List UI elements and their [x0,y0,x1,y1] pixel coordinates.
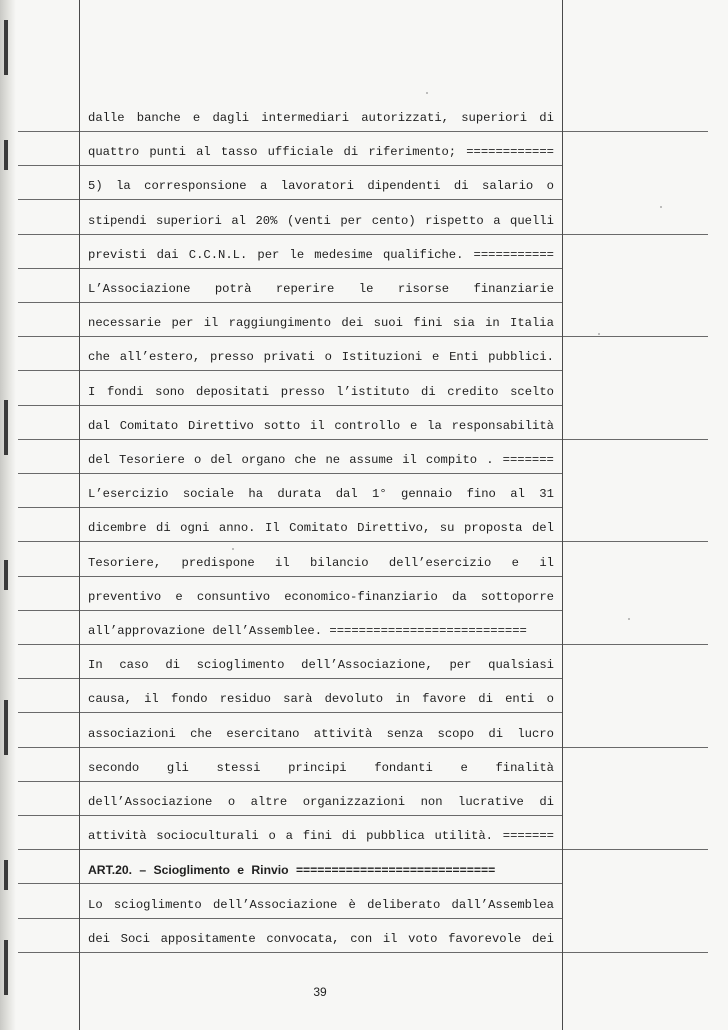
word: finanziarie [473,282,554,296]
binding-mark [4,20,8,75]
word: compito [425,453,478,467]
word: devoluto [324,692,384,706]
text-line [88,692,554,706]
ruled-line [18,405,562,406]
word: convocata, [266,932,340,946]
word: a [260,179,268,193]
word: con [350,932,373,946]
word: Italia [510,316,554,330]
word: finalità [495,761,554,775]
word: tasso [220,145,258,159]
word: Comitato [119,419,179,433]
word: anno. [218,521,256,535]
word: le [358,282,374,296]
word: gennaio [401,487,453,501]
word: L’Associazione [88,282,191,296]
section-heading [88,863,554,877]
word: che [88,350,110,364]
word: dell’Associazione [88,795,213,809]
word: Direttivo [188,419,254,433]
word: preventivo [88,590,162,604]
word: 20% [255,214,278,228]
word: di [488,727,504,741]
word: privati [263,350,315,364]
ruled-line [18,712,562,713]
scan-speck [598,333,600,335]
word: o [227,795,236,809]
word: di [539,111,554,125]
text-line [88,111,554,125]
word: risorse [397,282,450,296]
word: sociale [182,487,235,501]
word: dall’Assemblea [451,898,554,912]
word: qualsiasi [488,658,554,672]
word: utilità. [434,829,493,843]
word: superiori [156,214,222,228]
word: dell’esercizio [388,556,492,570]
word: stessi [216,761,261,775]
ruled-line [18,576,562,577]
word: =========================== [329,624,527,638]
ruled-line [18,370,562,371]
word: suoi [373,316,403,330]
scan-speck [628,618,630,620]
word: a [493,214,501,228]
word: su [439,521,455,535]
binding-edge [0,0,16,1030]
word: all’estero, [119,350,201,364]
word: ============ [466,145,554,159]
word: gli [166,761,189,775]
left-margin-line [79,0,80,1030]
word: presso [280,385,325,399]
text-line [88,316,554,330]
word: che [294,453,317,467]
word: e [237,863,245,877]
word: banche [136,111,181,125]
word: superiori [461,111,528,125]
word: dell’Associazione, [301,658,433,672]
word: presso [209,350,254,364]
word: L’esercizio [88,487,169,501]
ruled-line [18,165,562,166]
word: per [257,248,280,262]
word: o [268,829,276,843]
word: o [324,350,332,364]
word: autorizzati, [361,111,449,125]
word: di [341,829,357,843]
word: il [275,556,290,570]
word: Enti [449,350,479,364]
word: per [340,214,363,228]
word: predispone [181,556,255,570]
word: associazioni [88,727,176,741]
ruled-line [18,507,562,508]
word: al [231,214,246,228]
word: ART.20. [88,863,133,877]
word: potrà [214,282,252,296]
word: controllo [334,419,401,433]
word: dalle [88,111,125,125]
word: In [88,658,103,672]
word: di [156,521,171,535]
ruled-line [18,336,708,337]
word: dai [156,248,179,262]
word: per [171,316,194,330]
text-line [88,795,554,809]
ruled-line [18,815,562,816]
ruled-line [18,302,562,303]
text-line [88,487,554,501]
right-margin-line [562,0,563,1030]
word: e [175,590,183,604]
word: residuo [219,692,271,706]
word: esercitano [226,727,300,741]
text-line [88,761,554,775]
word: scopo [437,727,475,741]
word: voto [408,932,438,946]
word: il [144,692,159,706]
scan-speck [426,92,428,94]
text-line [88,145,554,159]
text-line [88,590,554,604]
word: raggiungimento [228,316,332,330]
word: Soci [120,932,150,946]
word: il [382,932,398,946]
word: in [395,692,410,706]
word: al [510,487,525,501]
word: di [343,145,359,159]
ruled-line [18,541,708,542]
word: o [546,179,554,193]
word: . [486,453,494,467]
word: e [460,761,468,775]
word: intermediari [261,111,350,125]
ruled-line [18,199,562,200]
word: principi [288,761,347,775]
word: dei [341,316,364,330]
text-line [88,350,554,364]
binding-mark [4,700,8,755]
word: stipendi [88,214,147,228]
word: dipendenti [367,179,441,193]
word: il [310,419,325,433]
ruled-line [18,918,562,919]
word: lavoratori [280,179,354,193]
word: dal [88,419,110,433]
word: corresponsione [144,179,247,193]
ruled-line [18,473,562,474]
ruled-line [18,439,708,440]
word: Istituzioni [341,350,423,364]
word: che [190,727,213,741]
word: Rinvio [251,863,289,877]
word: 1° [372,487,387,501]
word: dell’Assemblee. [212,624,323,638]
word: causa, [88,692,132,706]
text-line [88,829,554,843]
word: o [193,453,202,467]
word: e [511,556,519,570]
word: sia [452,316,475,330]
word: ha [248,487,264,501]
scan-speck [232,548,234,550]
word: 31 [539,487,554,501]
binding-mark [4,560,8,590]
binding-mark [4,860,8,890]
word: secondo [88,761,140,775]
word: dei [531,932,554,946]
word: ufficiale [267,145,334,159]
word: ======= [502,453,554,467]
word: Lo [88,898,103,912]
word: economico-finanziario [284,590,438,604]
word: enti [505,692,535,706]
ruled-line [18,883,562,884]
word: sotto [263,419,301,433]
word: fini [302,829,332,843]
word: Scioglimento [153,863,230,877]
binding-mark [4,400,8,455]
word: responsabilità [451,419,554,433]
word: per [449,658,472,672]
word: appositamente [160,932,256,946]
word: =========== [473,248,554,262]
text-line [88,556,554,570]
word: l’istituto [336,385,410,399]
word: del [531,521,554,535]
word: dell’Associazione [212,898,338,912]
word: consuntivo [196,590,271,604]
ruled-line [18,781,562,782]
word: dal [335,487,358,501]
word: proposta [463,521,523,535]
word: depositati [196,385,270,399]
word: sono [155,385,185,399]
word: fini [413,316,443,330]
word: e [410,419,418,433]
word: organizzazioni [302,795,406,809]
word: necessarie [88,316,162,330]
word: deliberato [367,898,441,912]
text-line [88,179,554,193]
text-line [88,453,554,467]
word: punti [149,145,186,159]
word: 5) [88,179,103,193]
word: all’approvazione [88,624,206,638]
word: ============================ [295,863,496,877]
word: e [431,350,440,364]
word: cento) [371,214,416,228]
ruled-line [18,678,562,679]
word: scelto [510,385,554,399]
ruled-line [18,747,708,748]
word: bilancio [310,556,369,570]
word: medesime [314,248,373,262]
word: pubblica [366,829,425,843]
word: quattro [88,145,140,159]
word: la [116,179,131,193]
word: la [427,419,442,433]
word: durata [277,487,322,501]
word: scioglimento [113,898,202,912]
word: socioculturali [156,829,259,843]
word: (venti [286,214,331,228]
word: C.C.N.L. [188,248,248,262]
word: da [452,590,467,604]
word: senza [386,727,424,741]
ruled-line [18,644,708,645]
word: salario [482,179,534,193]
text-line [88,248,554,262]
word: le [289,248,305,262]
word: sottoporre [480,590,554,604]
word: dei [88,932,110,946]
word: fondi [106,385,144,399]
word: riferimento; [368,145,457,159]
text-line [88,898,554,912]
word: di [165,658,180,672]
binding-mark [4,140,8,170]
text-line [88,385,554,399]
word: Tesoriere [119,453,185,467]
text-line [88,521,554,535]
ruled-line [18,268,562,269]
word: del [210,453,233,467]
word: fondanti [374,761,433,775]
word: non [420,795,443,809]
word: in [485,316,500,330]
text-line [88,214,554,228]
word: sarà [283,692,313,706]
word: dicembre [88,521,147,535]
ruled-line [18,952,708,953]
word: ne [325,453,341,467]
text-line [88,282,554,296]
word: scioglimento [196,658,285,672]
word: altre [250,795,288,809]
word: di [453,179,469,193]
word: del [88,453,110,467]
word: al [196,145,211,159]
word: assume [349,453,394,467]
word: pubblici. [488,350,554,364]
word: caso [119,658,149,672]
word: quelli [510,214,554,228]
page-number: 39 [313,985,327,999]
word: reperire [275,282,335,296]
word: rispetto [425,214,484,228]
text-line [88,727,554,741]
word: lucro [517,727,554,741]
word: – [139,863,147,877]
word: fondo [170,692,208,706]
word: previsti [88,248,147,262]
text-line [88,624,554,638]
word: il [539,556,554,570]
word: il [203,316,219,330]
word: di [421,385,436,399]
word: attività [313,727,373,741]
word: favorevole [448,932,522,946]
word: fino [466,487,496,501]
word: è [348,898,356,912]
text-line [88,658,554,672]
word: o [546,692,554,706]
word: di [478,692,493,706]
text-line [88,932,554,946]
word: credito [447,385,499,399]
text-line [88,419,554,433]
word: ======= [502,829,554,843]
ruled-line [18,234,708,235]
scan-speck [660,206,662,208]
word: dagli [212,111,250,125]
word: Comitato [289,521,348,535]
word: organo [241,453,286,467]
word: ogni [180,521,210,535]
word: Direttivo, [357,521,431,535]
word: e [192,111,201,125]
word: qualifiche. [382,248,464,262]
word: a [285,829,293,843]
ruled-line [18,849,708,850]
word: di [539,795,554,809]
word: I [88,385,96,399]
word: Tesoriere, [88,556,162,570]
word: Il [265,521,280,535]
word: attività [88,829,147,843]
word: favore [422,692,467,706]
word: il [402,453,417,467]
word: lucrative [458,795,524,809]
ruled-line [18,610,562,611]
ruled-line [18,131,708,132]
